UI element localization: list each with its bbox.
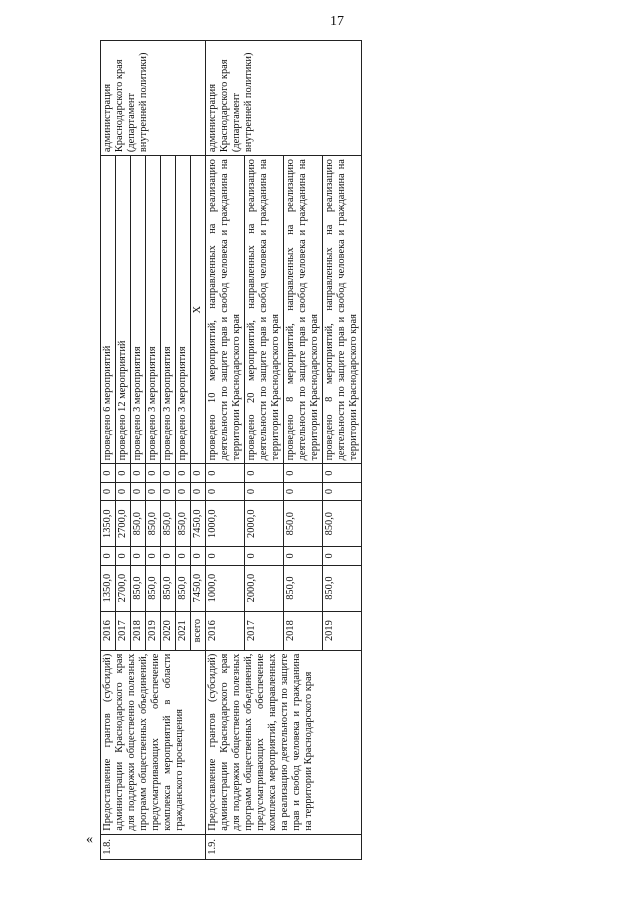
year-cell: 2016 — [101, 611, 116, 650]
funding-loc-cell: 0 — [191, 482, 206, 500]
funding-reg-cell: 1350,0 — [101, 501, 116, 547]
table-row — [101, 41, 116, 860]
year-cell: 2017 — [245, 611, 284, 650]
funding-ext-cell: 0 — [146, 464, 161, 482]
funding-total-cell: 850,0 — [284, 565, 323, 611]
rotated-table-container — [100, 40, 540, 860]
funding-loc-cell: 0 — [161, 482, 176, 500]
funding-loc-cell: 0 — [176, 482, 191, 500]
funding-fed-cell: 0 — [146, 547, 161, 565]
funding-loc-cell: 0 — [206, 482, 245, 500]
result-cell: проведено 8 мероприятий, направленных на реализацию деятельности по защите прав и свобод человека и гражданина на территории Краснодарского края — [284, 156, 323, 464]
funding-reg-cell: 850,0 — [323, 501, 362, 547]
result-cell: проведено 6 мероприятий — [101, 156, 116, 464]
measure-description: Предоставление грантов (субсидий) администрации Краснодарского края для поддержки общественно полезных программ общественных объединений, предусматривающих обеспечение комплекса мероприятий в области гражданского просвещения — [101, 650, 206, 834]
funding-fed-cell: 0 — [323, 547, 362, 565]
funding-fed-cell: 0 — [284, 547, 323, 565]
funding-loc-cell: 0 — [146, 482, 161, 500]
result-cell: Х — [191, 156, 206, 464]
funding-total-cell: 2000,0 — [245, 565, 284, 611]
funding-total-cell: 1000,0 — [206, 565, 245, 611]
funding-ext-cell: 0 — [245, 464, 284, 482]
year-cell: 2021 — [176, 611, 191, 650]
funding-total-cell: 850,0 — [146, 565, 161, 611]
funding-loc-cell: 0 — [284, 482, 323, 500]
quote-mark: « — [86, 832, 93, 847]
funding-total-cell: 7450,0 — [191, 565, 206, 611]
result-cell: проведено 10 мероприятий, направленных на реализацию деятельности по защите прав и свобод человека и гражданина на территории Краснодарского края — [206, 156, 245, 464]
funding-ext-cell: 0 — [176, 464, 191, 482]
funding-loc-cell: 0 — [116, 482, 131, 500]
funding-ext-cell: 0 — [284, 464, 323, 482]
funding-fed-cell: 0 — [176, 547, 191, 565]
funding-reg-cell: 850,0 — [146, 501, 161, 547]
row-number: 1.8. — [101, 834, 206, 859]
result-cell: проведено 3 мероприятия — [146, 156, 161, 464]
measure-description: Предоставление грантов (субсидий) администрации Краснодарского края для поддержки общественно полезных программ общественных объединений, предусматривающих обеспечение комплекса мероприятий, направленных на реализацию деятельности по защите прав и свобод человека и гражданина на территории Краснодарского края — [206, 650, 362, 834]
funding-ext-cell: 0 — [101, 464, 116, 482]
year-cell: 2017 — [116, 611, 131, 650]
funding-fed-cell: 0 — [101, 547, 116, 565]
funding-fed-cell: 0 — [116, 547, 131, 565]
result-cell: проведено 3 мероприятия — [176, 156, 191, 464]
year-cell: 2018 — [284, 611, 323, 650]
table-body — [101, 41, 362, 860]
row-number: 1.9. — [206, 834, 362, 859]
executor-cell: администрация Краснодарского края (департамент внутренней политики) — [206, 41, 362, 156]
year-cell: 2016 — [206, 611, 245, 650]
funding-fed-cell: 0 — [131, 547, 146, 565]
funding-fed-cell: 0 — [245, 547, 284, 565]
table-row — [206, 41, 245, 860]
funding-reg-cell: 850,0 — [284, 501, 323, 547]
funding-fed-cell: 0 — [206, 547, 245, 565]
funding-ext-cell: 0 — [191, 464, 206, 482]
year-cell: 2019 — [146, 611, 161, 650]
funding-reg-cell: 2700,0 — [116, 501, 131, 547]
funding-reg-cell: 850,0 — [176, 501, 191, 547]
funding-fed-cell: 0 — [191, 547, 206, 565]
result-cell: проведено 20 мероприятий, направленных на реализацию деятельности по защите прав и свобод человека и гражданина на территории Краснодарского края — [245, 156, 284, 464]
funding-total-cell: 850,0 — [323, 565, 362, 611]
result-cell: проведено 3 мероприятия — [161, 156, 176, 464]
result-cell: проведено 8 мероприятий, направленных на реализацию деятельности по защите прав и свобод человека и гражданина на территории Краснодарского края — [323, 156, 362, 464]
funding-reg-cell: 2000,0 — [245, 501, 284, 547]
funding-ext-cell: 0 — [206, 464, 245, 482]
funding-total-cell: 1350,0 — [101, 565, 116, 611]
funding-loc-cell: 0 — [323, 482, 362, 500]
result-cell: проведено 3 мероприятия — [131, 156, 146, 464]
funding-reg-cell: 850,0 — [161, 501, 176, 547]
funding-ext-cell: 0 — [161, 464, 176, 482]
year-cell: 2018 — [131, 611, 146, 650]
executor-cell: администрация Краснодарского края (департамент внутренней политики) — [101, 41, 206, 156]
funding-reg-cell: 1000,0 — [206, 501, 245, 547]
funding-total-cell: 850,0 — [131, 565, 146, 611]
funding-loc-cell: 0 — [101, 482, 116, 500]
program-table — [100, 40, 362, 860]
funding-ext-cell: 0 — [323, 464, 362, 482]
year-cell: 2019 — [323, 611, 362, 650]
funding-total-cell: 850,0 — [161, 565, 176, 611]
funding-reg-cell: 850,0 — [131, 501, 146, 547]
page-number: 17 — [330, 14, 344, 29]
funding-fed-cell: 0 — [161, 547, 176, 565]
funding-reg-cell: 7450,0 — [191, 501, 206, 547]
funding-loc-cell: 0 — [245, 482, 284, 500]
funding-ext-cell: 0 — [116, 464, 131, 482]
funding-ext-cell: 0 — [131, 464, 146, 482]
funding-total-cell: 2700,0 — [116, 565, 131, 611]
funding-loc-cell: 0 — [131, 482, 146, 500]
year-cell: 2020 — [161, 611, 176, 650]
funding-total-cell: 850,0 — [176, 565, 191, 611]
year-cell: всего — [191, 611, 206, 650]
result-cell: проведено 12 мероприятий — [116, 156, 131, 464]
